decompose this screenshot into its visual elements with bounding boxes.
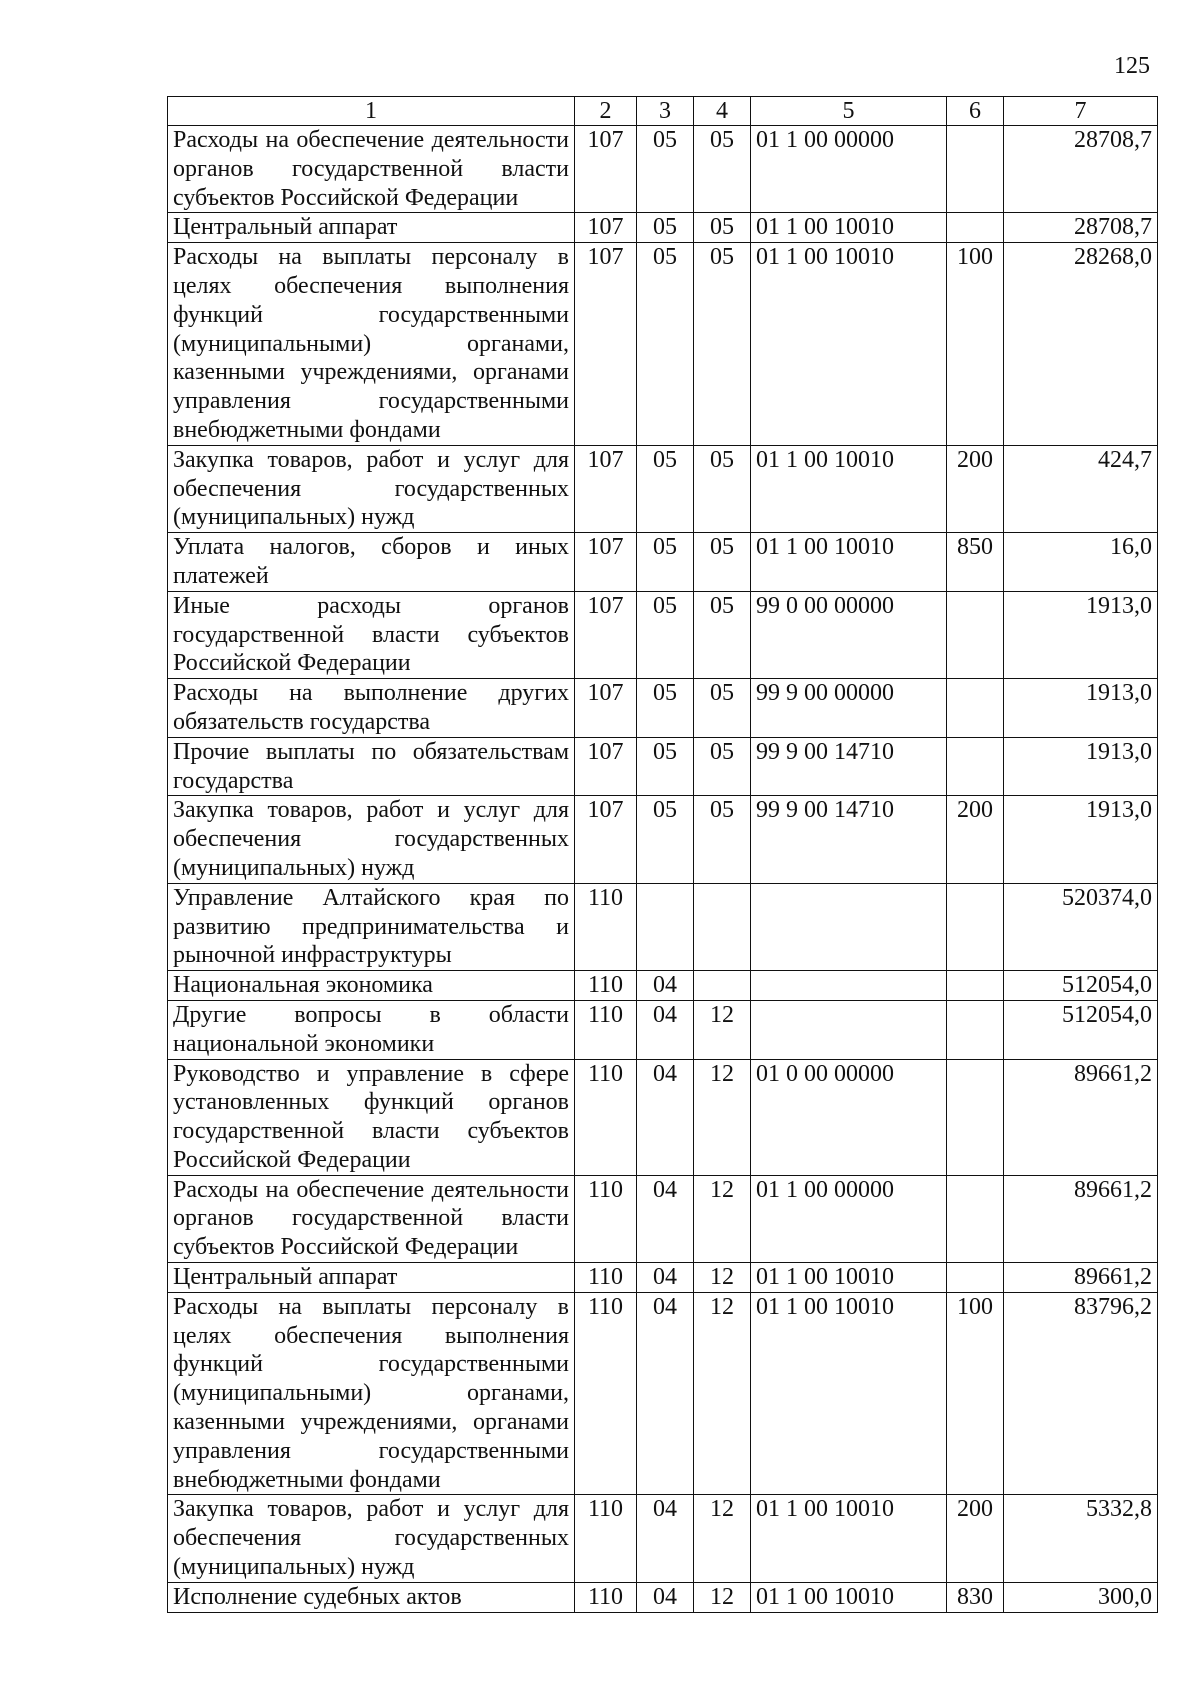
table-row — [168, 1263, 1158, 1293]
row-target-article-cell: 01 1 00 10010 — [751, 533, 947, 592]
row-target-article-cell: 01 1 00 00000 — [751, 1175, 947, 1262]
row-target-article-cell: 01 1 00 10010 — [751, 1495, 947, 1582]
table-row — [168, 679, 1158, 738]
row-subsection-cell: 12 — [694, 1292, 751, 1495]
row-expense-type-cell: 100 — [947, 1292, 1004, 1495]
row-code-cell: 110 — [575, 1582, 637, 1612]
row-amount-cell: 89661,2 — [1004, 1263, 1158, 1293]
row-code-cell: 110 — [575, 1263, 637, 1293]
row-name-cell: Другие вопросы в области национальной экономики — [168, 1000, 575, 1059]
row-name-cell: Закупка товаров, работ и услуг для обеспечения государственных (муниципальных) нужд — [168, 796, 575, 883]
row-expense-type-cell — [947, 679, 1004, 738]
header-cell: 2 — [575, 97, 637, 126]
header-cell: 1 — [168, 97, 575, 126]
row-target-article-cell: 01 1 00 10010 — [751, 213, 947, 243]
table-row — [168, 445, 1158, 532]
table-row — [168, 883, 1158, 970]
table-row — [168, 1175, 1158, 1262]
row-subsection-cell: 05 — [694, 591, 751, 678]
row-code-cell: 110 — [575, 1000, 637, 1059]
row-target-article-cell: 99 9 00 00000 — [751, 679, 947, 738]
row-section-cell: 04 — [637, 1263, 694, 1293]
row-subsection-cell — [694, 883, 751, 970]
row-amount-cell: 28708,7 — [1004, 126, 1158, 213]
header-cell: 3 — [637, 97, 694, 126]
row-amount-cell: 1913,0 — [1004, 796, 1158, 883]
row-amount-cell: 89661,2 — [1004, 1175, 1158, 1262]
row-subsection-cell: 12 — [694, 1000, 751, 1059]
row-code-cell: 110 — [575, 1059, 637, 1175]
row-section-cell: 05 — [637, 737, 694, 796]
row-subsection-cell: 05 — [694, 796, 751, 883]
table-row — [168, 1000, 1158, 1059]
row-expense-type-cell — [947, 591, 1004, 678]
row-expense-type-cell — [947, 1000, 1004, 1059]
row-amount-cell: 424,7 — [1004, 445, 1158, 532]
row-name-cell: Прочие выплаты по обязательствам государства — [168, 737, 575, 796]
row-target-article-cell: 99 9 00 14710 — [751, 737, 947, 796]
row-subsection-cell: 12 — [694, 1059, 751, 1175]
row-target-article-cell — [751, 1000, 947, 1059]
row-subsection-cell: 12 — [694, 1175, 751, 1262]
row-expense-type-cell — [947, 1059, 1004, 1175]
row-target-article-cell: 01 1 00 00000 — [751, 126, 947, 213]
header-row — [168, 97, 1158, 126]
row-code-cell: 110 — [575, 883, 637, 970]
row-section-cell: 04 — [637, 1059, 694, 1175]
row-amount-cell: 1913,0 — [1004, 679, 1158, 738]
table-row — [168, 1495, 1158, 1582]
row-subsection-cell: 05 — [694, 126, 751, 213]
row-amount-cell: 1913,0 — [1004, 737, 1158, 796]
row-section-cell: 05 — [637, 213, 694, 243]
row-expense-type-cell: 200 — [947, 796, 1004, 883]
row-expense-type-cell — [947, 737, 1004, 796]
row-target-article-cell: 01 1 00 10010 — [751, 445, 947, 532]
row-name-cell: Расходы на обеспечение деятельности органов государственной власти субъектов Российской Федерации — [168, 126, 575, 213]
row-section-cell: 04 — [637, 1000, 694, 1059]
row-code-cell: 107 — [575, 213, 637, 243]
row-code-cell: 107 — [575, 737, 637, 796]
row-section-cell: 05 — [637, 591, 694, 678]
row-expense-type-cell — [947, 971, 1004, 1001]
row-code-cell: 107 — [575, 796, 637, 883]
row-name-cell: Расходы на выплаты персоналу в целях обеспечения выполнения функций государственными (муниципальными) органами, казенными учреждениями, органами управления государственными внебюджетными фондами — [168, 243, 575, 446]
row-target-article-cell: 01 1 00 10010 — [751, 1582, 947, 1612]
row-amount-cell: 89661,2 — [1004, 1059, 1158, 1175]
row-section-cell: 05 — [637, 533, 694, 592]
row-name-cell: Расходы на выплаты персоналу в целях обеспечения выполнения функций государственными (муниципальными) органами, казенными учреждениями, органами управления государственными внебюджетными фондами — [168, 1292, 575, 1495]
row-amount-cell: 5332,8 — [1004, 1495, 1158, 1582]
row-expense-type-cell: 850 — [947, 533, 1004, 592]
row-code-cell: 110 — [575, 1175, 637, 1262]
page-number: 125 — [1114, 53, 1150, 79]
row-amount-cell: 512054,0 — [1004, 971, 1158, 1001]
row-expense-type-cell: 100 — [947, 243, 1004, 446]
row-section-cell: 05 — [637, 679, 694, 738]
row-name-cell: Расходы на выполнение других обязательств государства — [168, 679, 575, 738]
row-name-cell: Центральный аппарат — [168, 213, 575, 243]
row-amount-cell: 28268,0 — [1004, 243, 1158, 446]
row-target-article-cell — [751, 971, 947, 1001]
row-subsection-cell: 12 — [694, 1263, 751, 1293]
row-expense-type-cell — [947, 883, 1004, 970]
row-name-cell: Закупка товаров, работ и услуг для обеспечения государственных (муниципальных) нужд — [168, 445, 575, 532]
row-section-cell: 04 — [637, 1292, 694, 1495]
row-section-cell: 04 — [637, 971, 694, 1001]
row-target-article-cell: 99 0 00 00000 — [751, 591, 947, 678]
row-subsection-cell: 05 — [694, 737, 751, 796]
row-target-article-cell: 01 0 00 00000 — [751, 1059, 947, 1175]
row-code-cell: 107 — [575, 533, 637, 592]
row-section-cell: 05 — [637, 796, 694, 883]
row-subsection-cell: 05 — [694, 679, 751, 738]
table-row — [168, 533, 1158, 592]
row-target-article-cell: 01 1 00 10010 — [751, 243, 947, 446]
row-amount-cell: 1913,0 — [1004, 591, 1158, 678]
row-name-cell: Иные расходы органов государственной власти субъектов Российской Федерации — [168, 591, 575, 678]
row-expense-type-cell: 200 — [947, 1495, 1004, 1582]
row-name-cell: Управление Алтайского края по развитию предпринимательства и рыночной инфраструктуры — [168, 883, 575, 970]
header-cell: 4 — [694, 97, 751, 126]
table-row — [168, 737, 1158, 796]
row-subsection-cell: 12 — [694, 1495, 751, 1582]
row-name-cell: Закупка товаров, работ и услуг для обеспечения государственных (муниципальных) нужд — [168, 1495, 575, 1582]
table-row — [168, 213, 1158, 243]
table-row — [168, 796, 1158, 883]
header-cell: 5 — [751, 97, 947, 126]
table-row — [168, 1582, 1158, 1612]
table-row — [168, 1292, 1158, 1495]
row-code-cell: 107 — [575, 591, 637, 678]
row-amount-cell: 16,0 — [1004, 533, 1158, 592]
row-subsection-cell: 12 — [694, 1582, 751, 1612]
table-row — [168, 243, 1158, 446]
table-row — [168, 591, 1158, 678]
header-cell: 7 — [1004, 97, 1158, 126]
row-section-cell: 05 — [637, 126, 694, 213]
row-target-article-cell: 01 1 00 10010 — [751, 1292, 947, 1495]
row-subsection-cell: 05 — [694, 213, 751, 243]
row-target-article-cell: 99 9 00 14710 — [751, 796, 947, 883]
row-section-cell: 04 — [637, 1175, 694, 1262]
row-amount-cell: 28708,7 — [1004, 213, 1158, 243]
row-section-cell: 05 — [637, 243, 694, 446]
row-subsection-cell: 05 — [694, 533, 751, 592]
row-amount-cell: 83796,2 — [1004, 1292, 1158, 1495]
row-name-cell: Уплата налогов, сборов и иных платежей — [168, 533, 575, 592]
table-body — [168, 126, 1158, 1613]
row-section-cell: 05 — [637, 445, 694, 532]
row-expense-type-cell: 200 — [947, 445, 1004, 532]
row-expense-type-cell: 830 — [947, 1582, 1004, 1612]
table-row — [168, 971, 1158, 1001]
budget-table — [167, 96, 1158, 1613]
row-name-cell: Расходы на обеспечение деятельности органов государственной власти субъектов Российской Федерации — [168, 1175, 575, 1262]
row-subsection-cell: 05 — [694, 445, 751, 532]
row-expense-type-cell — [947, 1175, 1004, 1262]
row-expense-type-cell — [947, 126, 1004, 213]
table-row — [168, 126, 1158, 213]
row-amount-cell: 300,0 — [1004, 1582, 1158, 1612]
header-cell: 6 — [947, 97, 1004, 126]
row-section-cell — [637, 883, 694, 970]
row-name-cell: Исполнение судебных актов — [168, 1582, 575, 1612]
row-name-cell: Руководство и управление в сфере установленных функций органов государственной власти субъектов Российской Федерации — [168, 1059, 575, 1175]
row-name-cell: Центральный аппарат — [168, 1263, 575, 1293]
row-code-cell: 107 — [575, 243, 637, 446]
row-subsection-cell: 05 — [694, 243, 751, 446]
row-code-cell: 107 — [575, 679, 637, 738]
row-code-cell: 110 — [575, 1495, 637, 1582]
row-expense-type-cell — [947, 213, 1004, 243]
row-name-cell: Национальная экономика — [168, 971, 575, 1001]
row-code-cell: 107 — [575, 445, 637, 532]
row-expense-type-cell — [947, 1263, 1004, 1293]
row-section-cell: 04 — [637, 1495, 694, 1582]
row-code-cell: 107 — [575, 126, 637, 213]
row-target-article-cell: 01 1 00 10010 — [751, 1263, 947, 1293]
row-subsection-cell — [694, 971, 751, 1001]
row-code-cell: 110 — [575, 971, 637, 1001]
row-amount-cell: 512054,0 — [1004, 1000, 1158, 1059]
row-code-cell: 110 — [575, 1292, 637, 1495]
row-section-cell: 04 — [637, 1582, 694, 1612]
table-row — [168, 1059, 1158, 1175]
row-amount-cell: 520374,0 — [1004, 883, 1158, 970]
row-target-article-cell — [751, 883, 947, 970]
